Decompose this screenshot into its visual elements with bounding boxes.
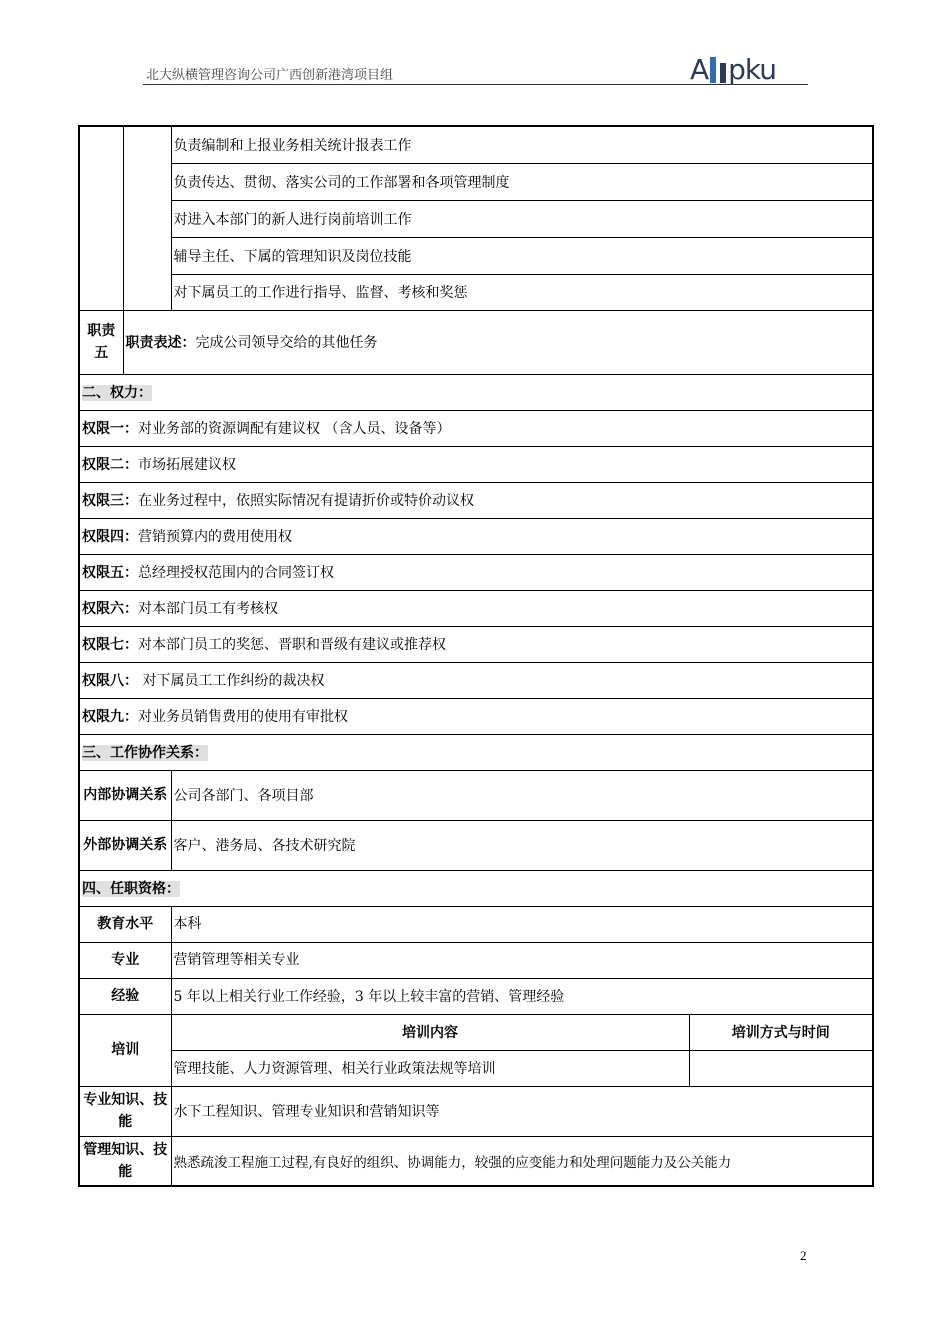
allpku-logo: A pku	[690, 53, 777, 86]
prof-knowledge-label: 专业知识、技能	[79, 1086, 171, 1136]
header-company: 北大纵横管理咨询公司广西创新港湾项目组	[146, 68, 394, 83]
power-text: 市场拓展建议权	[138, 457, 236, 473]
power-row	[79, 410, 873, 446]
duty-sub-empty	[123, 126, 171, 310]
logo-bar-icon	[710, 57, 716, 83]
education-value: 本科	[171, 906, 873, 942]
training-content-header: 培训内容	[171, 1014, 689, 1050]
power-text: 对业务员销售费用的使用有审批权	[138, 709, 348, 725]
mgmt-knowledge-label: 管理知识、技能	[79, 1136, 171, 1186]
external-relation-label: 外部协调关系	[79, 820, 171, 870]
power-section-title: 二、权力：	[79, 374, 873, 410]
relation-row	[79, 770, 873, 820]
qualification-row	[79, 1136, 873, 1186]
section-row	[79, 734, 873, 770]
power-text: 在业务过程中，依照实际情况有提请折价或特价动议权	[138, 493, 474, 509]
duty-item: 负责传达、贯彻、落实公司的工作部署和各项管理制度	[171, 163, 873, 200]
power-label: 权限七：	[82, 637, 138, 653]
qualification-row	[79, 906, 873, 942]
major-value: 营销管理等相关专业	[171, 942, 873, 978]
qualification-row	[79, 978, 873, 1014]
mgmt-knowledge-value: 熟悉疏浚工程施工过程,有良好的组织、协调能力，较强的应变能力和处理问题能力及公关能力	[171, 1136, 873, 1186]
external-relation-value: 客户、港务局、各技术研究院	[171, 820, 873, 870]
training-content: 管理技能、人力资源管理、相关行业政策法规等培训	[171, 1050, 689, 1086]
duty-item: 对进入本部门的新人进行岗前培训工作	[171, 200, 873, 237]
duty5-label: 职责五	[79, 310, 123, 374]
power-label: 权限一：	[82, 421, 138, 437]
duty-row	[79, 237, 873, 274]
training-method	[689, 1050, 873, 1086]
relations-section-title: 三、工作协作关系：	[79, 734, 873, 770]
experience-label: 经验	[79, 978, 171, 1014]
power-row	[79, 482, 873, 518]
education-label: 教育水平	[79, 906, 171, 942]
power-text: 对下属员工工作纠纷的裁决权	[138, 673, 325, 689]
power-label: 权限九：	[82, 709, 138, 725]
duty5-row	[79, 310, 873, 374]
power-row	[79, 698, 873, 734]
power-label: 权限四：	[82, 529, 138, 545]
relation-row	[79, 820, 873, 870]
training-header-row	[79, 1014, 873, 1050]
duty-item: 对下属员工的工作进行指导、监督、考核和奖惩	[171, 274, 873, 310]
power-text: 对业务部的资源调配有建议权 （含人员、设备等）	[138, 421, 451, 437]
power-text: 对本部门员工的奖惩、晋职和晋级有建议或推荐权	[138, 637, 446, 653]
power-row	[79, 518, 873, 554]
power-text: 总经理授权范围内的合同签订权	[138, 565, 334, 581]
duty-label-empty	[79, 126, 123, 310]
qualification-section-title: 四、任职资格：	[79, 870, 873, 906]
power-row	[79, 662, 873, 698]
prof-knowledge-value: 水下工程知识、管理专业知识和营销知识等	[171, 1086, 873, 1136]
duty5-desc-text: 完成公司领导交给的其他任务	[195, 335, 378, 351]
power-text: 营销预算内的费用使用权	[138, 529, 292, 545]
power-label: 权限八：	[82, 673, 138, 689]
duty-row	[79, 163, 873, 200]
power-text: 对本部门员工有考核权	[138, 601, 278, 617]
duty-row	[79, 274, 873, 310]
job-description-table	[78, 125, 874, 1187]
duty-item: 负责编制和上报业务相关统计报表工作	[171, 126, 873, 163]
duty-item: 辅导主任、下属的管理知识及岗位技能	[171, 237, 873, 274]
page-number: 2	[800, 1248, 807, 1263]
power-label: 权限二：	[82, 457, 138, 473]
internal-relation-label: 内部协调关系	[79, 770, 171, 820]
power-row	[79, 554, 873, 590]
duty-row	[79, 126, 873, 163]
duty5-desc-label: 职责表述：	[125, 335, 196, 351]
qualification-row	[79, 1086, 873, 1136]
training-method-header: 培训方式与时间	[689, 1014, 873, 1050]
qualification-row	[79, 942, 873, 978]
training-label: 培训	[79, 1014, 171, 1086]
power-row	[79, 626, 873, 662]
training-row	[79, 1050, 873, 1086]
experience-value: 5 年以上相关行业工作经验，3 年以上较丰富的营销、管理经验	[171, 978, 873, 1014]
section-row	[79, 374, 873, 410]
power-label: 权限六：	[82, 601, 138, 617]
power-label: 权限三：	[82, 493, 138, 509]
section-row	[79, 870, 873, 906]
power-row	[79, 446, 873, 482]
power-row	[79, 590, 873, 626]
major-label: 专业	[79, 942, 171, 978]
duty-row	[79, 200, 873, 237]
internal-relation-value: 公司各部门、各项目部	[171, 770, 873, 820]
duty5-description	[123, 310, 873, 374]
power-label: 权限五：	[82, 565, 138, 581]
